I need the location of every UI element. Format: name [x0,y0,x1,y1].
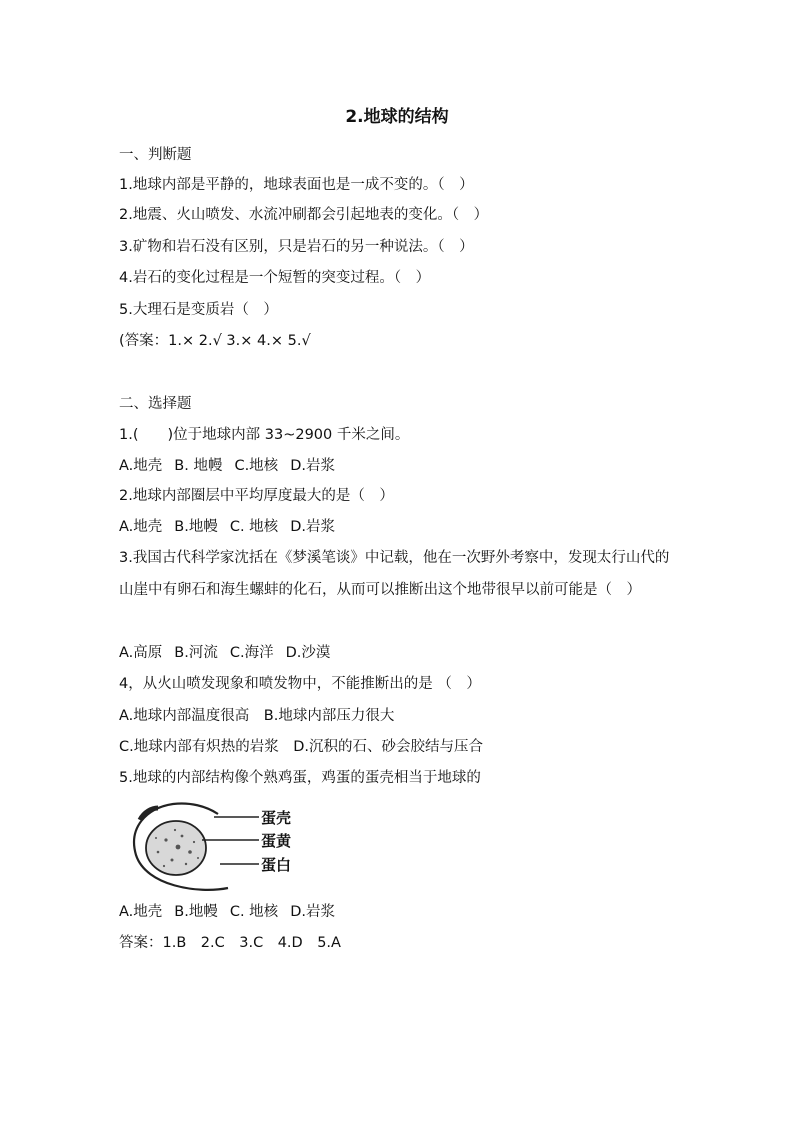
question-4-options-line-2: C.地球内部有炽热的岩浆 D.沉积的石、砂会胶结与压合 [119,739,484,755]
option-b: B.地幔 [174,904,218,920]
option-a: A.高原 [119,645,163,661]
judge-item-2: 2.地震、火山喷发、水流冲刷都会引起地表的变化。（ ） [119,207,489,223]
question-2: 2.地球内部圈层中平均厚度最大的是（ ） [119,488,394,504]
option-a: A.地壳 [119,519,163,535]
question-2-options [119,517,335,537]
question-3: 3.我国古代科学家沈括在《梦溪笔谈》中记载，他在一次野外考察中，发现太行山代的山崖中有卵石和海生螺蚌的化石，从而可以推断出这个地带很早以前可能是（ ） [119,550,670,598]
option-a: A.地壳 [119,458,163,474]
label-shell: 蛋壳 [261,809,292,827]
option-d: D.岩浆 [290,904,335,920]
section2-heading: 二、选择题 [119,396,192,412]
option-b: B.地幔 [174,519,218,535]
egg-structure-figure [128,800,303,894]
judge-item-1: 1.地球内部是平静的，地球表面也是一成不变的。（ ） [119,177,474,193]
question-4-options-line-1: A.地球内部温度很高 B.地球内部压力很大 [119,708,395,724]
section1-heading: 一、判断题 [119,147,192,163]
section1-answer: (答案：1.× 2.√ 3.× 4.× 5.√ [119,333,311,349]
question-4: 4，从火山喷发现象和喷发物中，不能推断出的是 （ ） [119,676,481,692]
judge-item-5: 5.大理石是变质岩（ ） [119,302,278,318]
judge-item-4: 4.岩石的变化过程是一个短暂的突变过程。（ ） [119,270,431,286]
section2-answer: 答案：1.B 2.C 3.C 4.D 5.A [119,935,341,951]
option-a: A.地壳 [119,904,163,920]
option-c: C. 地核 [229,519,279,535]
label-white: 蛋白 [261,856,292,874]
question-5-options [119,902,335,922]
judge-item-3: 3.矿物和岩石没有区别，只是岩石的另一种说法。（ ） [119,239,474,255]
label-yolk: 蛋黄 [261,832,292,850]
option-c: C.海洋 [229,645,274,661]
question-3-options [119,643,330,663]
question-5: 5.地球的内部结构像个熟鸡蛋，鸡蛋的蛋壳相当于地球的 [119,770,481,786]
option-b: B. 地幔 [174,458,223,474]
egg-drawing [134,803,259,889]
option-d: D.岩浆 [290,458,335,474]
option-d: D.沙漠 [285,645,331,661]
option-c: C. 地核 [229,904,279,920]
option-d: D.岩浆 [290,519,335,535]
page-title: 2.地球的结构 [345,107,449,127]
option-c: C.地核 [234,458,279,474]
option-b: B.河流 [174,645,218,661]
question-1-options [119,456,335,476]
question-1: 1.( )位于地球内部 33~2900 千米之间。 [119,427,410,443]
